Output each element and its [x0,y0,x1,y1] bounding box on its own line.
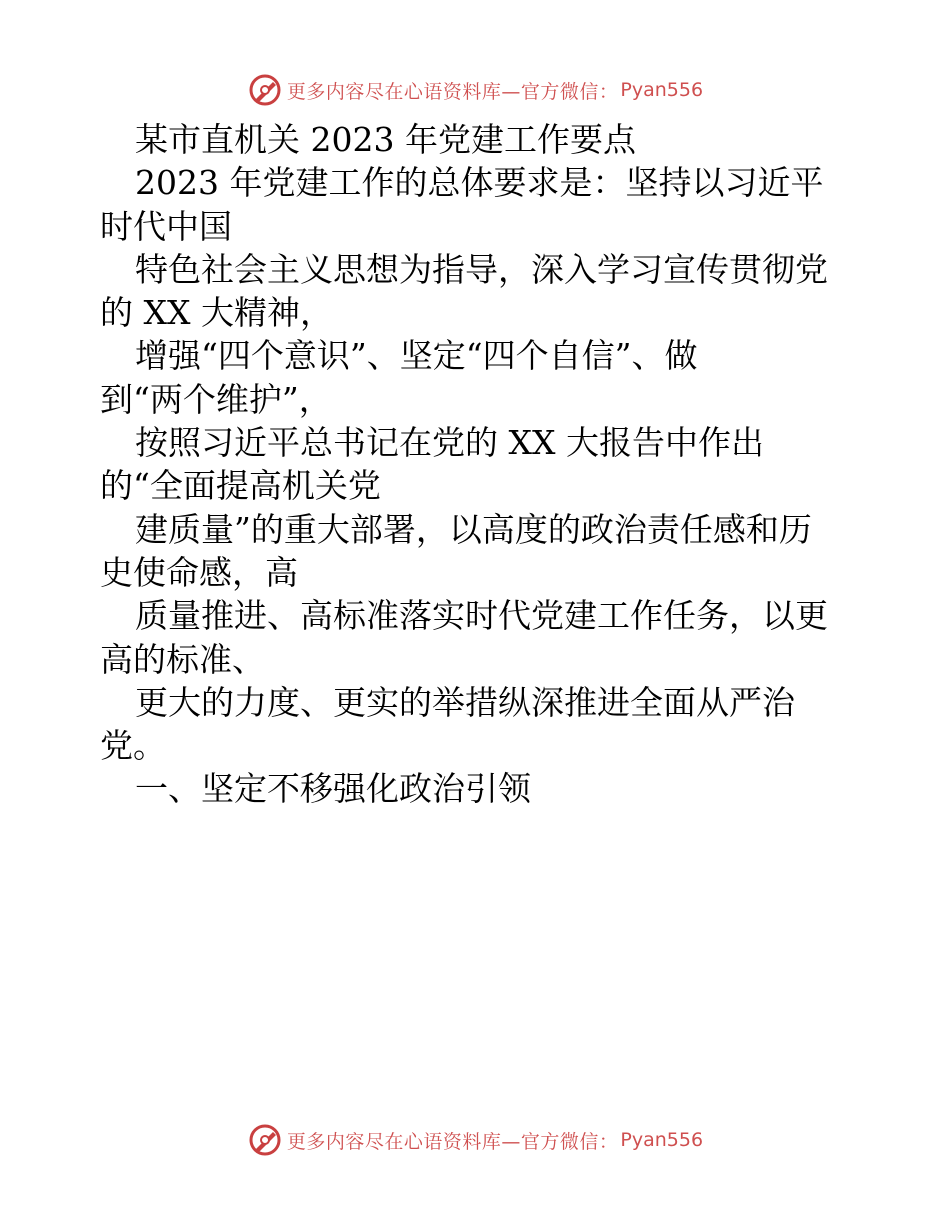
header-banner-id: Pyan556 [620,79,704,101]
footer-banner-text: 更多内容尽在心语资料库—官方微信： [286,1130,619,1153]
document-line: 党。 [100,726,166,766]
document-line: 史使命感，高 [100,552,298,592]
document-line: 建质量”的重大部署，以高度的政治责任感和历 [135,509,812,549]
document-line: 某市直机关 2023 年党建工作要点 [135,120,636,159]
pen-circle-logo-icon [247,72,283,108]
document-line: 高的标准、 [100,639,265,679]
document-line: 的 XX 大精神， [100,293,333,333]
document-line: 质量推进、高标准落实时代党建工作任务，以更 [135,596,828,636]
document-line: 2023 年党建工作的总体要求是：坚持以习近平 [135,163,824,203]
header-banner-text: 更多内容尽在心语资料库—官方微信： [286,80,619,103]
document-line: 的“全面提高机关党 [100,466,381,506]
document-line: 到“两个维护”， [100,379,332,419]
document-line: 时代中国 [100,206,232,246]
pen-circle-logo-icon [247,1122,283,1158]
document-line: 一、坚定不移强化政治引领 [135,769,531,809]
document-line: 增强“四个意识”、坚定“四个自信”、做 [135,336,698,376]
footer-banner [0,1120,950,1160]
document-line: 更大的力度、更实的举措纵深推进全面从严治 [135,682,795,722]
document-line: 特色社会主义思想为指导，深入学习宣传贯彻党 [135,249,828,289]
header-banner [0,70,950,110]
document-line: 按照习近平总书记在党的 XX 大报告中作出 [135,423,764,463]
document-body [100,118,860,811]
footer-banner-id: Pyan556 [620,1129,704,1151]
